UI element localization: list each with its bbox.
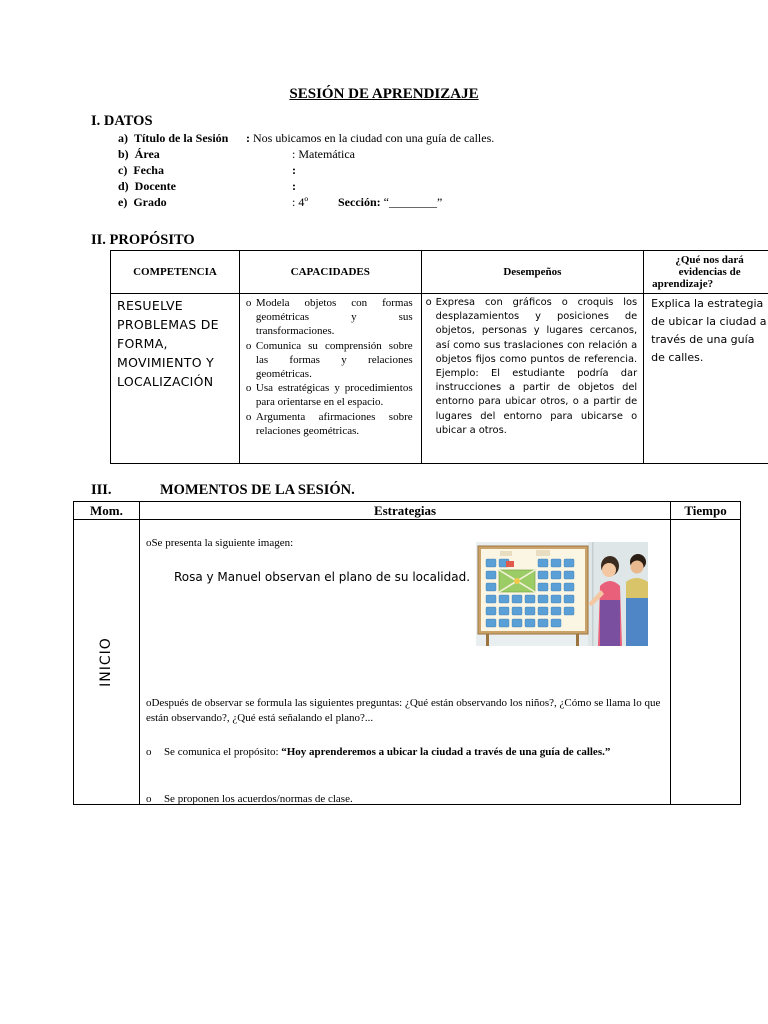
capacidad-item: o Argumenta afirmaciones sobre relaciones geométricas. [244,410,413,438]
datos-row-titulo [118,131,568,146]
datos-label: Área [134,147,160,161]
datos-sep: : [246,131,250,145]
proposito-body-row [111,294,768,464]
city-map-illustration [476,542,648,646]
datos-label: Docente [134,179,176,193]
datos-sep: : [292,147,296,161]
bullet: o [145,537,152,549]
strategy-text: Se proponen los acuerdos/normas de clase. [163,793,353,805]
seccion-label: Sección: [338,195,381,209]
datos-value-grado: 4º [298,195,309,209]
header-tiempo: Tiempo [671,502,741,520]
bullet: o [145,697,152,709]
datos-row-docente [118,179,568,194]
datos-key: b) [118,147,129,161]
estrategias-cell [139,520,670,805]
strategy-proposito [146,745,662,760]
tiempo-cell [671,520,741,805]
momentos-header-row [74,502,741,520]
bullet: o [145,746,152,758]
strategy-text: Después de observar se formula las siguientes preguntas: ¿Qué están observando los niños?, ¿Cómo se llama lo que están observando?, ¿Qué está señalando el plano?... [145,697,661,724]
datos-label: Título de la Sesión [134,131,229,145]
datos-label: Grado [133,195,167,209]
datos-sep: : [292,195,296,209]
capacidad-item: o Usa estratégicas y procedimientos para orientarse en el espacio. [244,381,413,409]
moment-label: INICIO [98,637,115,687]
header-desempenos: Desempeños [421,251,644,294]
inicio-cell [74,520,140,805]
capacidad-item: o Modela objetos con formas geométricas y sus transformaciones. [244,296,413,339]
proposito-quote: “Hoy aprenderemos a ubicar la ciudad a través de una guía de calles.” [281,746,611,758]
page-title: SESIÓN DE APRENDIZAJE [289,86,479,102]
strategy-text: Se comunica el propósito: [163,746,279,758]
section-datos-heading: I. DATOS [91,113,153,129]
evidencia-cell: Explica la estrategia de ubicar la ciudad a través de una guía de calles. [644,294,768,464]
header-estrategias: Estrategias [139,502,670,520]
image-caption: Rosa y Manuel observan el plano de su localidad. [173,570,471,584]
datos-row-grado [118,195,568,210]
proposito-header-row [111,251,768,294]
datos-row-fecha [118,163,568,178]
desempeno-cell [421,294,644,464]
section-proposito-heading: II. PROPÓSITO [91,232,195,248]
strategy-despues [146,696,662,726]
capacidades-cell [239,294,421,464]
capacidades-list [244,296,413,438]
datos-value-area: Matemática [298,147,355,161]
momentos-table [73,501,741,805]
header-evidencias: ¿Qué nos dará evidencias de aprendizaje? [644,251,768,294]
proposito-table [110,250,768,464]
capacidad-item: o Comunica su comprensión sobre las formas y relaciones geométricas. [244,339,413,382]
datos-label: Fecha [133,163,164,177]
datos-key: a) [118,131,128,145]
datos-sep: : [292,163,296,177]
seccion-value: “________” [383,195,443,209]
section-momentos-number: III. [91,482,112,498]
strategy-acuerdos [146,792,662,807]
datos-sep: : [292,179,296,193]
strategy-text: Se presenta la siguiente imagen: [151,537,294,549]
section-momentos-heading: MOMENTOS DE LA SESIÓN. [160,482,355,498]
header-capacidades: CAPACIDADES [239,251,421,294]
header-competencia: COMPETENCIA [111,251,240,294]
datos-row-area [118,147,568,162]
datos-key: d) [118,179,129,193]
momento-inicio-row [74,520,741,805]
header-mom: Mom. [74,502,140,520]
competencia-cell: RESUELVE PROBLEMAS DE FORMA, MOVIMIENTO Y LOCALIZACIÓN [111,294,240,464]
datos-value-titulo: Nos ubicamos en la ciudad con una guía de calles. [253,131,495,145]
datos-key: e) [118,195,128,209]
datos-key: c) [118,163,128,177]
desempeno-text: o Expresa con gráficos o croquis los desplazamientos y posiciones de objetos, personas y lugares cercanos, así como sus traslaciones con relación a objetos fijos como puntos de referencia. Ejemplo: El estudiante podría dar instrucciones a partir de objetos del entorno para ubicar otros, o a partir de lugares del entorno para ubicarse o ubicar a otros. [424,296,638,438]
bullet: o [145,793,152,805]
